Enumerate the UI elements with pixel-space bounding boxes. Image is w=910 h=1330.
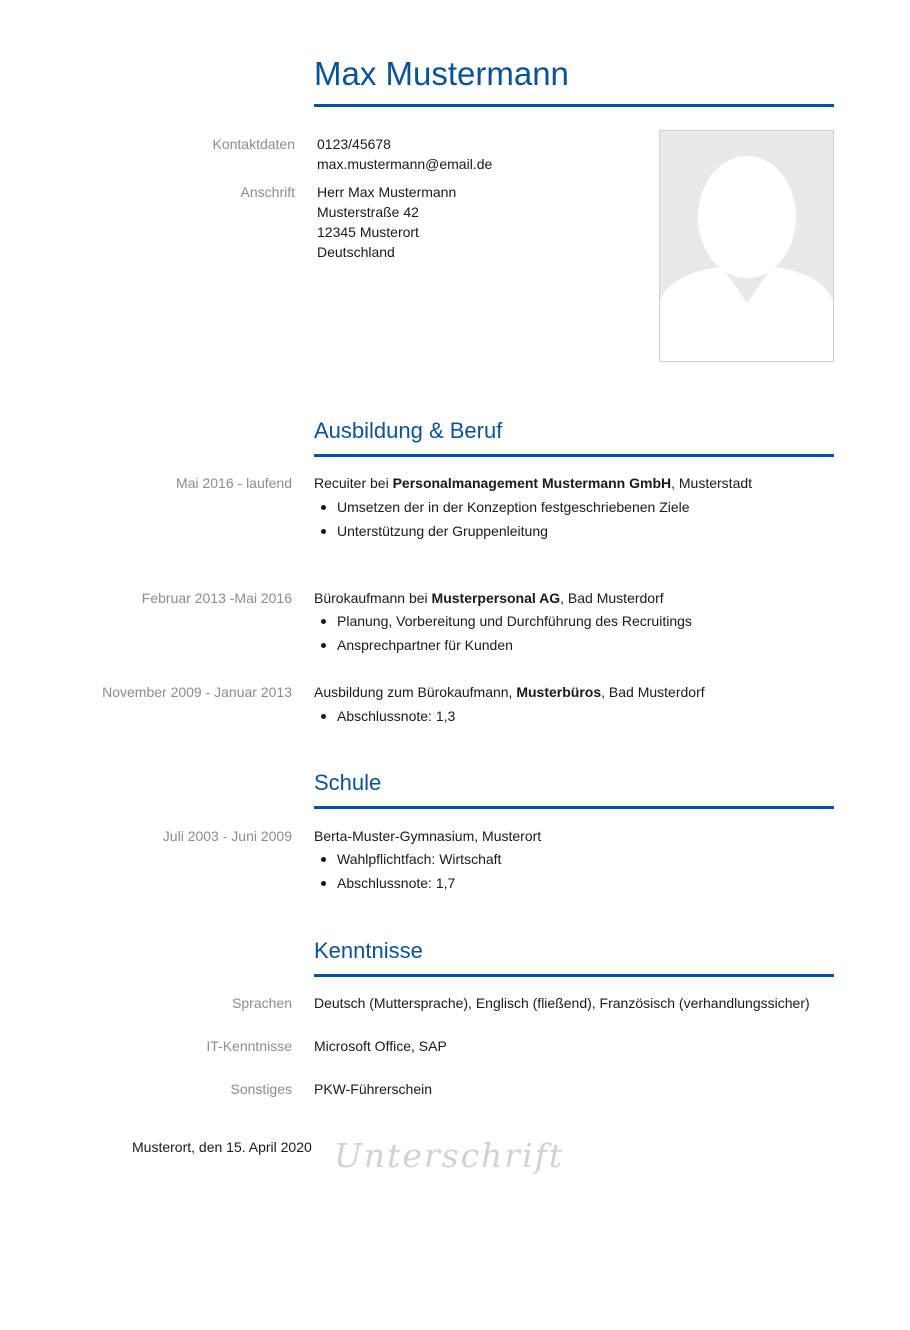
header-rule	[314, 104, 834, 107]
section-heading-school: Schule	[314, 770, 382, 795]
address-line: Musterstraße 42	[317, 204, 419, 220]
skill-label: IT-Kenntnisse	[206, 1038, 292, 1054]
list-item: Abschlussnote: 1,3	[314, 704, 455, 728]
section-rule	[314, 806, 834, 809]
career-bullets	[314, 609, 692, 657]
section-heading-career: Ausbildung & Beruf	[314, 418, 503, 443]
address-line: 12345 Musterort	[317, 224, 419, 240]
section-rule	[314, 974, 834, 977]
email: max.mustermann@email.de	[317, 156, 493, 172]
school-title: Berta-Muster-Gymnasium, Musterort	[314, 828, 542, 844]
skill-label: Sprachen	[232, 995, 292, 1011]
career-period: November 2009 - Januar 2013	[102, 684, 292, 700]
skill-value: Deutsch (Muttersprache), Englisch (fließend), Französisch (verhandlungssicher)	[314, 995, 810, 1011]
school-period: Juli 2003 - Juni 2009	[162, 828, 292, 844]
list-item: Unterstützung der Gruppenleitung	[314, 519, 690, 543]
contact-label: Kontaktdaten	[212, 136, 295, 152]
career-period: Mai 2016 - laufend	[176, 475, 292, 491]
career-title: Ausbildung zum Bürokaufmann, Musterbüros, Bad Musterdorf	[314, 684, 705, 700]
list-item: Wahlpflichtfach: Wirtschaft	[314, 847, 501, 871]
profile-photo	[659, 130, 834, 362]
career-title: Bürokaufmann bei Musterpersonal AG, Bad Musterdorf	[314, 590, 664, 606]
section-rule	[314, 454, 834, 457]
address-line: Herr Max Mustermann	[317, 184, 457, 200]
career-title: Recuiter bei Personalmanagement Mustermann GmbH, Musterstadt	[314, 475, 753, 491]
section-heading-skills: Kenntnisse	[314, 938, 423, 963]
phone: 0123/45678	[317, 136, 391, 152]
career-period: Februar 2013 -Mai 2016	[141, 590, 292, 606]
list-item: Abschlussnote: 1,7	[314, 871, 501, 895]
cv-name: Max Mustermann	[314, 55, 569, 92]
career-bullets	[314, 704, 455, 728]
list-item: Umsetzen der in der Konzeption festgeschriebenen Ziele	[314, 495, 690, 519]
school-bullets	[314, 847, 501, 895]
skill-value: PKW-Führerschein	[314, 1081, 433, 1097]
person-silhouette-icon	[660, 131, 833, 361]
skill-label: Sonstiges	[230, 1081, 292, 1097]
list-item: Planung, Vorbereitung und Durchführung des Recruitings	[314, 609, 692, 633]
place-date: Musterort, den 15. April 2020	[132, 1139, 312, 1155]
skill-value: Microsoft Office, SAP	[314, 1038, 447, 1054]
signature: Unterschrift	[334, 1136, 565, 1175]
address-label: Anschrift	[240, 184, 295, 200]
career-bullets	[314, 495, 690, 543]
address-line: Deutschland	[317, 244, 395, 260]
list-item: Ansprechpartner für Kunden	[314, 633, 692, 657]
